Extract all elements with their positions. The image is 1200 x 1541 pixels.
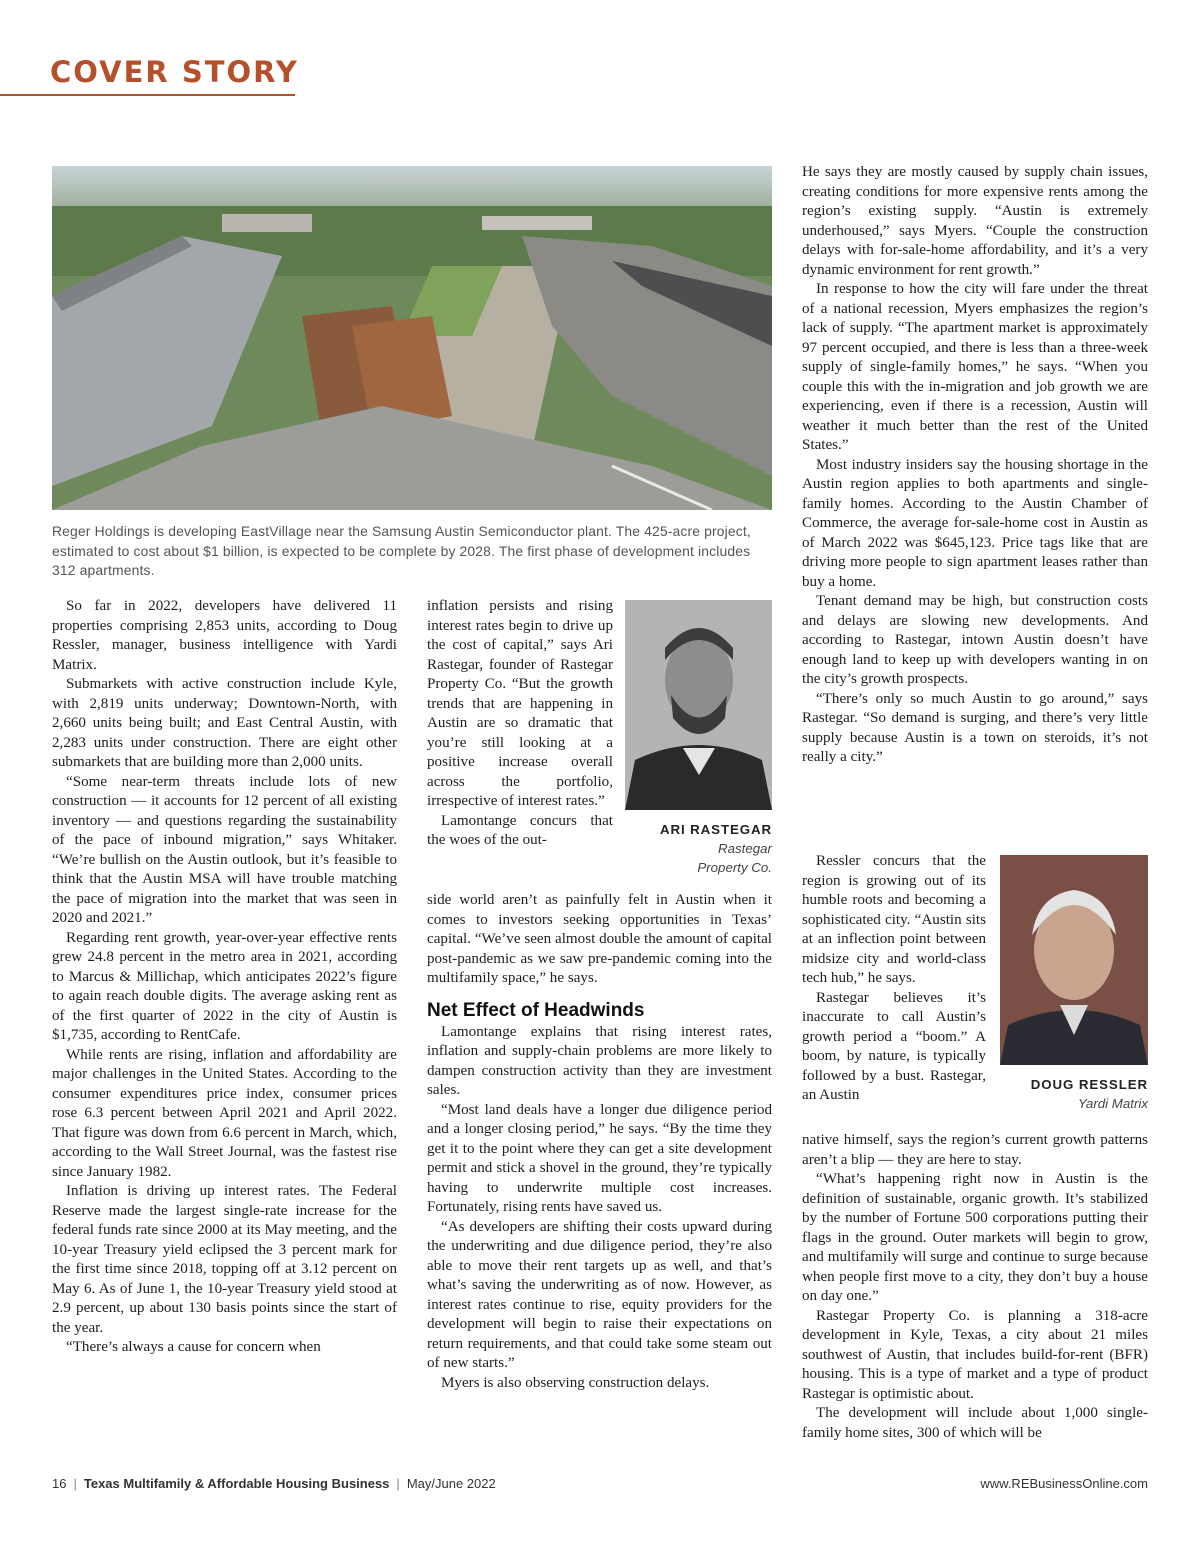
column-2-top (427, 597, 613, 851)
paragraph: Myers is also observing construction delays. (441, 1374, 710, 1391)
paragraph: Lamontange explains that rising interest rates, inflation and supply-chain problems are more likely to dampen construction activity than they are investment sales. (427, 1023, 772, 1098)
column-3-middle (802, 852, 986, 1106)
ari-rastegar-photo (625, 600, 772, 810)
section-rule (0, 94, 295, 96)
column-1 (52, 597, 397, 1358)
paragraph: Most industry insiders say the housing shortage in the Austin region applies to both apartments and single-family homes. According to the Austin Chamber of Commerce, the average for-sale-home cost in Austin as of March 2022 was $645,123. Price tags like that are driving more people to sign apartment leases rather than buy a home. (802, 456, 1148, 590)
issue-date: May/June 2022 (406, 1476, 496, 1491)
footer-divider: | (396, 1476, 400, 1491)
column-3-top (802, 163, 1148, 768)
credit-name: DOUG RESSLER (1030, 1077, 1148, 1092)
paragraph: “Most land deals have a longer due diligence period and a longer closing period,” he says. “By the time they get it to the point where they can get a site development permit and stick a shovel in the ground, they’re typically having to underwrite multiple cost increases. Fortunately, rising rents have saved us. (427, 1101, 772, 1215)
credit-affiliation: Rastegar (718, 841, 772, 856)
paragraph: Submarkets with active construction include Kyle, with 2,819 units underway; Downtown-North, with 2,660 units being built; and East Central Austin, with 2,283 units under construction. There are eight other submarkets that are building more than 2,000 units. (52, 676, 397, 770)
ari-rastegar-credit (620, 821, 772, 877)
page-footer (52, 1476, 496, 1492)
paragraph: Rastegar Property Co. is planning a 318-acre development in Kyle, Texas, a city about 21 miles southwest of Austin, that includes build-for-rent (BFR) housing. This is a type of market and a type of product Rastegar is optimistic about. (802, 1307, 1148, 1402)
website-link[interactable]: www.REBusinessOnline.com (980, 1476, 1148, 1491)
paragraph: Inflation is driving up interest rates. The Federal Reserve made the largest single-rate increase for the federal funds rate since 2000 at its May meeting, and the 10-year Treasury yield eclipsed the 3 percent mark for the first time since 2018, topping off at 3.12 percent on May 6. As of June 1, the 10-year Treasury yield stood at 2.9 percent, up about 130 basis points since the start of the year. (52, 1183, 397, 1336)
doug-ressler-photo (1000, 855, 1148, 1065)
credit-affiliation: Yardi Matrix (1078, 1096, 1148, 1111)
paragraph: Ressler concurs that the region is growing out of its humble roots and becoming a sophisticated city. “Austin sits at an inflection point between midsize city and world-class tech hub,” he says. (802, 853, 986, 986)
paragraph: He says they are mostly caused by supply chain issues, creating conditions for more expensive rents among the region’s existing supply. “Austin is extremely underhoused,” says Myers. “Couple the construction delays with for-sale-home affordability, and it’s a very dynamic environment for rent growth.” (802, 164, 1148, 278)
publication-name: Texas Multifamily & Affordable Housing Business (83, 1476, 390, 1491)
paragraph: native himself, says the region’s current growth patterns aren’t a blip — they are here to stay. (802, 1132, 1148, 1168)
column-3-bottom (802, 1131, 1148, 1443)
paragraph: The development will include about 1,000 single-family home sites, 300 of which will be (802, 1405, 1148, 1441)
hero-image (52, 166, 772, 510)
paragraph: “There’s always a cause for concern when (66, 1339, 321, 1355)
paragraph: Rastegar believes it’s inaccurate to call Austin’s growth period a “boom.” A boom, by nature, is typically followed by a bust. Rastegar, an Austin (802, 989, 986, 1103)
paragraph: “There’s only so much Austin to go around,” says Rastegar. “So demand is surging, and there’s very little supply because Austin is a town on steroids, it’s not really a city.” (802, 690, 1148, 765)
column-2-bottom (427, 891, 772, 1393)
paragraph: “As developers are shifting their costs upward during the underwriting and due diligence period, they’re also able to move their rent targets up as well, and that’s what’s saving the underwriting as of now. However, as interest rates continue to rise, equity providers for the development will begin to raise their expectations on return requirements, and that could take some steam out of new starts.” (427, 1218, 772, 1371)
paragraph: Regarding rent growth, year-over-year effective rents grew 24.8 percent in the metro area in 2021, according to Marcus & Millichap, which anticipates 2022’s figure to again reach double digits. The average asking rent as of the first quarter of 2022 in the city of Austin is $1,735, according to RentCafe. (52, 929, 397, 1043)
paragraph: In response to how the city will fare under the threat of a national recession, Myers emphasizes the region’s lack of supply. “The apartment market is approximately 97 percent occupied, and there is less than a three-week supply of single-family homes,” he says. “When you couple this with the in-migration and job growth we are experiencing, even if there is a recession, Austin will weather it much better than the rest of the United States.” (802, 281, 1148, 453)
paragraph: “What’s happening right now in Austin is the definition of sustainable, organic growth. It’s stabilized by the number of Fortune 500 corporations putting their flags in the ground. Outer markets will begin to grow, and multifamily will surge and continue to surge because when people first move to a city, they don’t buy a house on day one.” (802, 1171, 1148, 1304)
paragraph: While rents are rising, inflation and affordability are major challenges in the United States. According to the consumer expenditures price index, consumer prices rose 6.3 percent between April 2021 and April 2022. That figure was down from 6.6 percent in March, which, according to the Wall Street Journal, was the fastest rise since January 1982. (52, 1046, 397, 1180)
doug-ressler-credit (995, 1076, 1148, 1113)
credit-name: ARI RASTEGAR (659, 822, 772, 837)
paragraph: side world aren’t as painfully felt in Austin when it comes to investors seeking opportunities in Texas’ capital. “We’ve seen almost double the amount of capital post-pandemic as we saw pre-pandemic coming into the multifamily space,” he says. (427, 892, 772, 986)
paragraph: So far in 2022, developers have delivered 11 properties comprising 2,853 units, according to Doug Ressler, manager, business intelligence with Yardi Matrix. (52, 598, 397, 673)
page-number: 16 (52, 1476, 67, 1491)
hero-caption: Reger Holdings is developing EastVillage near the Samsung Austin Semiconductor plant. The 425-acre project, estimated to cost about $1 billion, is expected to be complete by 2028. The first phase of development includes 312 apartments. (52, 523, 751, 579)
paragraph: Tenant demand may be high, but construction costs and delays are slowing new developments. And according to Rastegar, intown Austin doesn’t have enough land to keep up with developers wanting in on the city’s growth prospects. (802, 593, 1148, 687)
paragraph: Lamontange concurs that the woes of the out- (427, 812, 613, 848)
footer-divider: | (73, 1476, 77, 1491)
subheading: Net Effect of Headwinds (427, 999, 645, 1021)
paragraph: “Some near-term threats include lots of new construction — it accounts for 12 percent of all existing inventory — and questions regarding the sustainability of the pace of inbound migration,” says Whitaker. “We’re bullish on the Austin outlook, but it’s feasible to think that the Austin MSA will have trouble matching the pace of migration into the market that was seen in 2020 and 2021.” (52, 773, 397, 926)
paragraph: inflation persists and rising interest rates begin to drive up the cost of capital,” says Ari Rastegar, founder of Rastegar Property Co. “But the growth trends that are happening in Austin are so dramatic that you’re still looking at a positive increase overall across the portfolio, irrespective of interest rates.” (427, 598, 613, 809)
credit-affiliation: Property Co. (697, 860, 772, 875)
section-title: COVER STORY (50, 55, 299, 89)
